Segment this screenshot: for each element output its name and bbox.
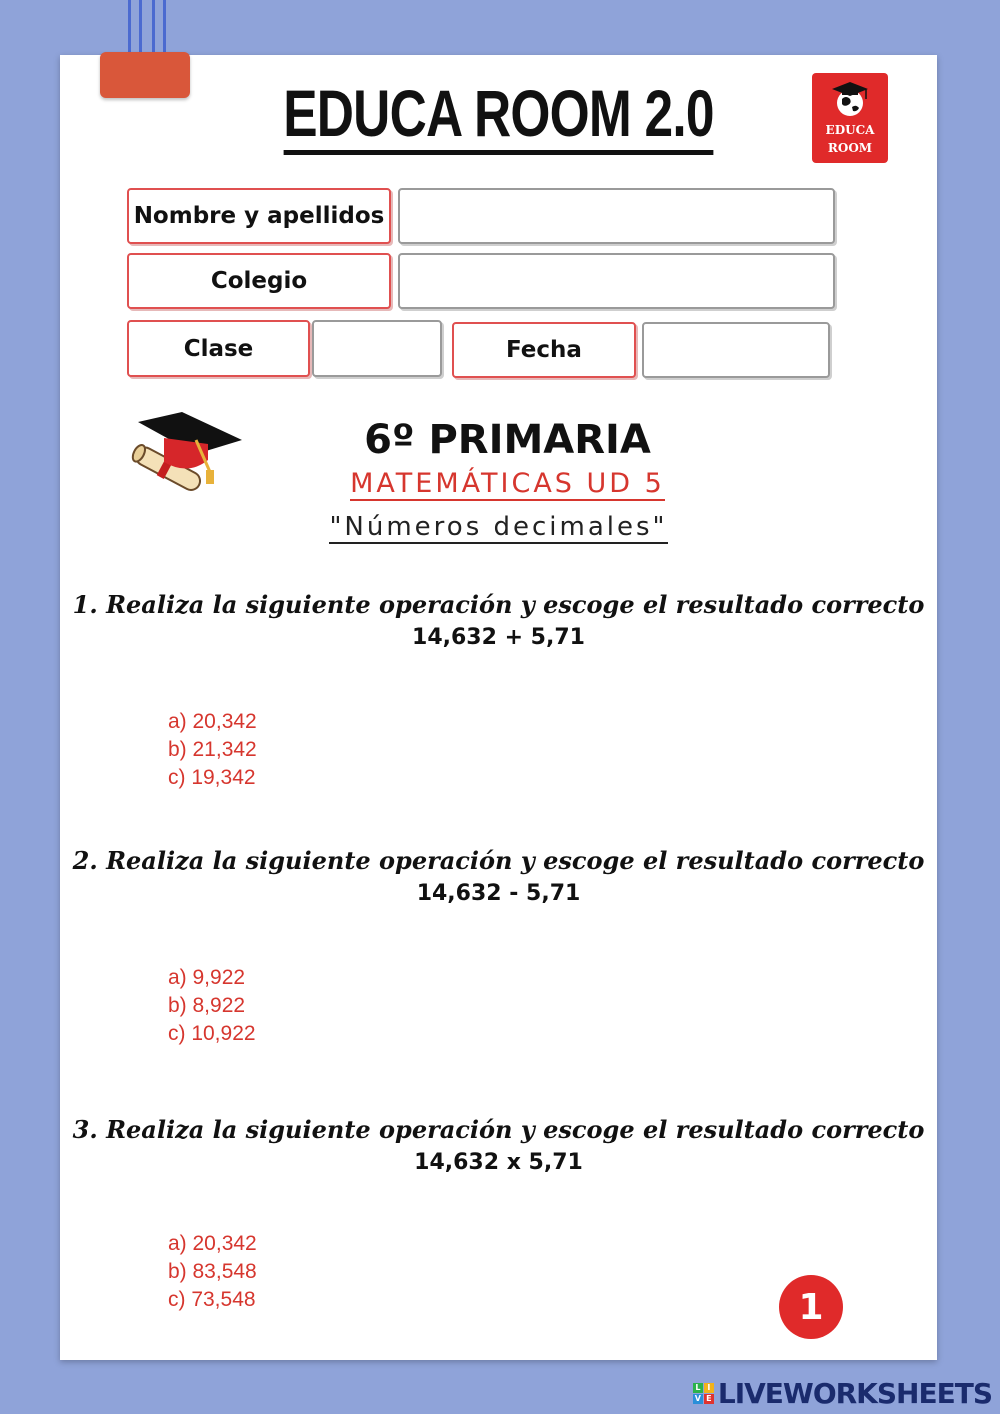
- class-label-text: Clase: [183, 335, 254, 362]
- question-2-option-a[interactable]: a) 9,922: [168, 966, 246, 989]
- subject-heading-text: MATEMÁTICAS UD 5: [350, 468, 665, 499]
- name-label-text: Nombre y apellidos: [133, 203, 385, 229]
- date-label-text: Fecha: [506, 337, 582, 363]
- class-label: [127, 320, 310, 377]
- question-1-operation: 14,632 + 5,71: [412, 625, 585, 650]
- question-1-option-c[interactable]: c) 19,342: [168, 766, 256, 789]
- globe-graduation-cap-icon: [828, 79, 872, 119]
- liveworksheets-text: LIVEWORKSHEETS: [717, 1377, 992, 1410]
- grade-heading: 6º PRIMARIA: [364, 417, 651, 463]
- question-2-option-c[interactable]: c) 10,922: [168, 1022, 256, 1045]
- subject-heading: [60, 468, 937, 499]
- school-input[interactable]: [398, 253, 835, 309]
- question-1-option-b[interactable]: b) 21,342: [168, 738, 257, 761]
- brand-title: [156, 75, 840, 151]
- logo-letter-v: V: [694, 1394, 701, 1403]
- worksheet-page: [60, 55, 937, 1360]
- binder-clip: [100, 52, 190, 98]
- question-3-text: 3. Realiza la siguiente operación y escoge el resultado correcto: [72, 1115, 925, 1144]
- school-label: [127, 253, 391, 309]
- logo-letter-l: L: [693, 1383, 703, 1393]
- school-label-text: Colegio: [210, 268, 308, 294]
- question-1-option-a[interactable]: a) 20,342: [168, 710, 257, 733]
- date-input[interactable]: [642, 322, 830, 378]
- page-number-badge: 1: [779, 1275, 843, 1339]
- question-3-option-b[interactable]: b) 83,548: [168, 1260, 257, 1283]
- name-label: [127, 188, 391, 244]
- liveworksheets-logo-icon: [693, 1383, 714, 1404]
- question-1-text: 1. Realiza la siguiente operación y escoge el resultado correcto: [72, 590, 925, 619]
- educa-room-logo: [812, 73, 888, 163]
- liveworksheets-watermark: [693, 1377, 992, 1410]
- question-3-operation: 14,632 x 5,71: [414, 1150, 583, 1175]
- topic-heading: [60, 512, 937, 542]
- question-3-option-c[interactable]: c) 73,548: [168, 1288, 256, 1311]
- logo-letter-i: I: [704, 1383, 714, 1393]
- name-input[interactable]: [398, 188, 835, 244]
- question-2-operation: 14,632 - 5,71: [416, 881, 581, 906]
- logo-text-line1: EDUCA: [825, 123, 875, 137]
- date-label: [452, 322, 636, 378]
- question-2-option-b[interactable]: b) 8,922: [168, 994, 246, 1017]
- question-3-option-a[interactable]: a) 20,342: [168, 1232, 257, 1255]
- logo-text-line2: ROOM: [827, 141, 873, 155]
- brand-title-text: EDUCA ROOM 2.0: [283, 76, 714, 155]
- logo-letter-e: E: [704, 1394, 714, 1404]
- topic-heading-text: "Números decimales": [329, 512, 668, 542]
- class-input[interactable]: [312, 320, 442, 377]
- question-2-text: 2. Realiza la siguiente operación y escoge el resultado correcto: [72, 846, 925, 875]
